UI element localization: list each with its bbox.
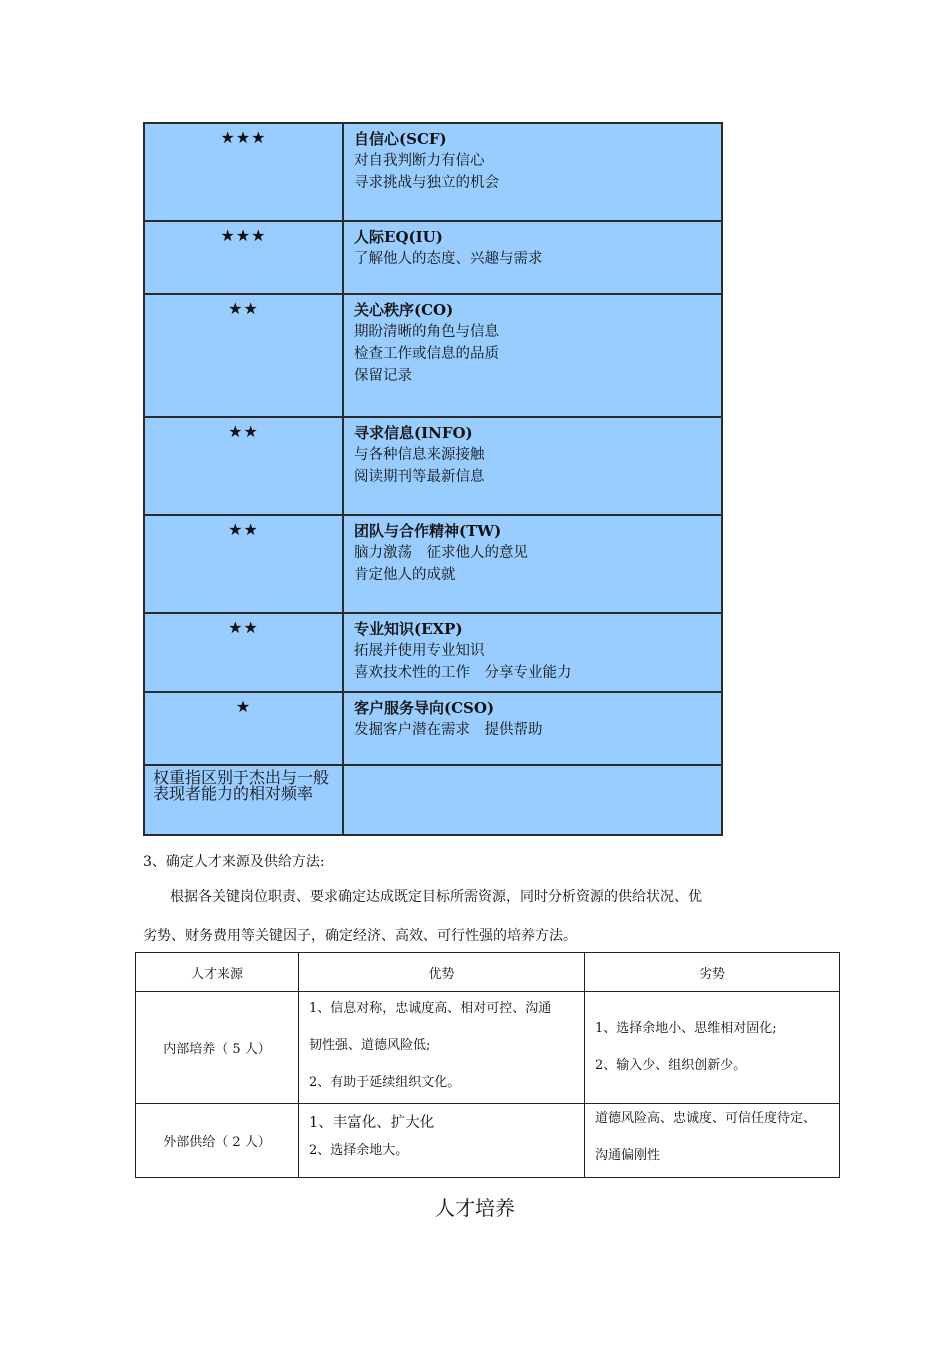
source-cell: 内部培养（ 5 人） [136,992,299,1104]
weight-note: 权重指区别于杰出与一般表现者能力的相对频率 [144,765,343,835]
weight-note-row [144,765,722,835]
header-advantages: 优势 [299,953,585,992]
competency-description [343,221,722,294]
page-heading: 人才培养 [435,1196,515,1220]
competency-line: 阅读期刊等最新信息 [354,469,485,485]
competency-line: 检查工作或信息的品质 [354,346,499,362]
cell-line: 2、输入少、组织创新少。 [595,1058,747,1073]
competency-title: 人际EQ(IU) [354,228,443,246]
cell-line: 韧性强、道德风险低; [309,1038,431,1053]
paragraph-line: 根据各关键岗位职责、要求确定达成既定目标所需资源，同时分析资源的供给状况、优 [170,889,702,905]
star-rating: ★★★ [144,123,343,221]
star-rating: ★★ [144,294,343,417]
competency-description [343,613,722,692]
competency-row [144,123,722,221]
competency-line: 喜欢技术性的工作 分享专业能力 [354,665,572,681]
competency-description [343,515,722,613]
cell-line: 沟通偏刚性 [595,1148,661,1163]
section-heading: 3、确定人才来源及供给方法: [143,854,325,870]
competency-title: 专业知识(EXP) [354,620,463,638]
competency-line: 了解他人的态度、兴趣与需求 [354,251,543,267]
competency-title: 寻求信息(INFO) [354,424,473,442]
competency-table [143,122,723,836]
competency-line: 寻求挑战与独立的机会 [354,175,499,191]
competency-description [343,417,722,515]
competency-row [144,515,722,613]
header-disadvantages: 劣势 [585,953,840,992]
star-rating: ★ [144,692,343,765]
advantages-cell [299,1104,585,1178]
competency-description [343,692,722,765]
table-header-row [136,953,840,992]
competency-row [144,294,722,417]
advantages-cell [299,992,585,1104]
competency-line: 对自我判断力有信心 [354,153,485,169]
cell-line: 1、信息对称，忠诚度高、相对可控、沟通 [309,1001,552,1016]
competency-title: 自信心(SCF) [354,130,447,148]
star-rating: ★★ [144,613,343,692]
competency-row [144,613,722,692]
cell-line: 道德风险高、忠诚度、可信任度待定、 [595,1111,817,1126]
source-cell: 外部供给（ 2 人） [136,1104,299,1178]
table-row [136,1104,840,1178]
competency-line: 肯定他人的成就 [354,567,456,583]
talent-source-table [135,952,840,1178]
cell-line: 2、有助于延续组织文化。 [309,1075,461,1090]
competency-title: 团队与合作精神(TW) [354,522,502,540]
header-source: 人才来源 [136,953,299,992]
competency-row [144,692,722,765]
empty-cell [343,765,722,835]
competency-line: 期盼清晰的角色与信息 [354,324,499,340]
disadvantages-cell [585,992,840,1104]
star-rating: ★★★ [144,221,343,294]
competency-line: 拓展并使用专业知识 [354,643,485,659]
competency-line: 与各种信息来源接触 [354,447,485,463]
cell-line: 1、丰富化、扩大化 [309,1115,435,1131]
competency-description [343,294,722,417]
disadvantages-cell [585,1104,840,1178]
competency-title: 客户服务导向(CSO) [354,699,495,717]
competency-row [144,221,722,294]
competency-line: 发掘客户潜在需求 提供帮助 [354,722,543,738]
competency-description [343,123,722,221]
competency-line: 保留记录 [354,368,412,384]
cell-line: 1、选择余地小、思维相对固化; [595,1021,777,1036]
paragraph-line: 劣势、财务费用等关键因子，确定经济、高效、可行性强的培养方法。 [143,928,577,944]
competency-title: 关心秩序(CO) [354,301,454,319]
cell-line: 2、选择余地大。 [309,1143,409,1158]
competency-row [144,417,722,515]
star-rating: ★★ [144,417,343,515]
star-rating: ★★ [144,515,343,613]
table-row [136,992,840,1104]
competency-line: 脑力激荡 征求他人的意见 [354,545,528,561]
